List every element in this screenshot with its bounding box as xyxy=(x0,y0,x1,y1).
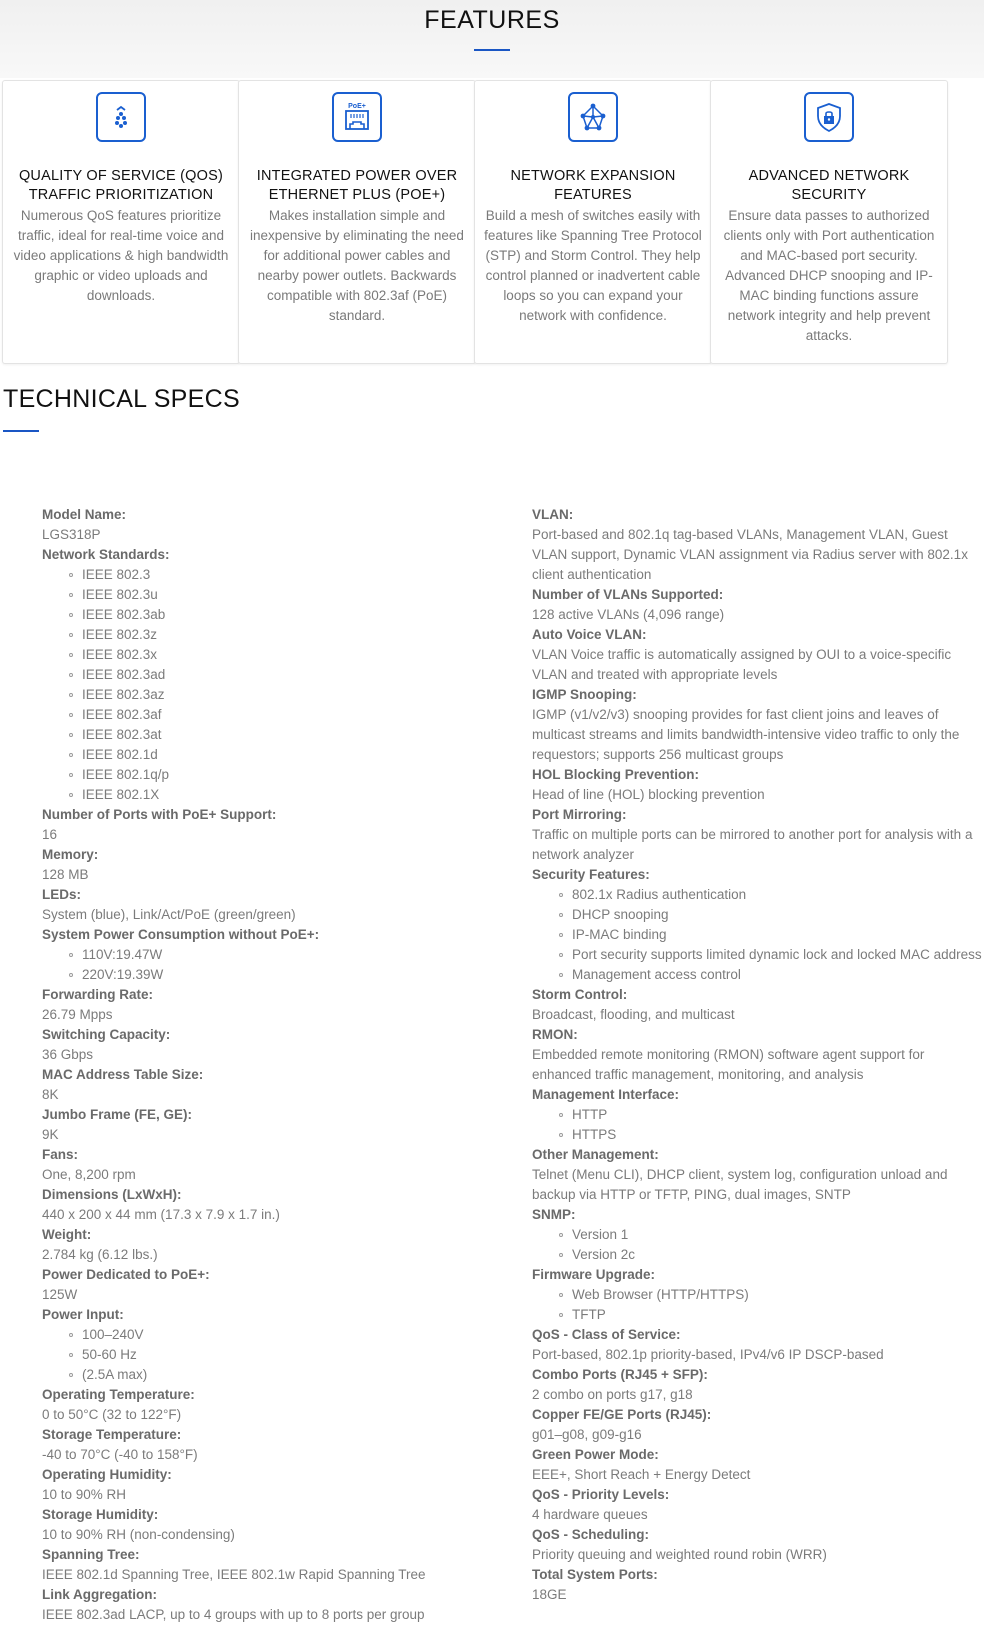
spec-label: Green Power Mode: xyxy=(532,1447,659,1462)
spec-value: VLAN Voice traffic is automatically assigned by OUI to a voice-specific VLAN and treated with appropriate levels xyxy=(532,647,952,682)
spec-storage-temperature xyxy=(42,1425,482,1465)
spec-label: Power Dedicated to PoE+: xyxy=(42,1267,210,1282)
spec-label: Management Interface: xyxy=(532,1087,680,1102)
spec-green-power-mode xyxy=(532,1445,982,1485)
spec-label: Weight: xyxy=(42,1227,92,1242)
spec-list-item: TFTP xyxy=(532,1305,982,1325)
spec-list-item: IP-MAC binding xyxy=(532,925,982,945)
spec-value: 10 to 90% RH xyxy=(42,1487,127,1502)
spec-total-system-ports xyxy=(532,1565,982,1605)
spec-label: Number of Ports with PoE+ Support: xyxy=(42,807,277,822)
spec-label: QoS - Class of Service: xyxy=(532,1327,681,1342)
spec-list-item: IEEE 802.1q/p xyxy=(42,765,482,785)
feature-card-network-expansion xyxy=(474,80,712,364)
spec-power-input xyxy=(42,1305,482,1385)
spec-label: Operating Temperature: xyxy=(42,1387,195,1402)
spec-value: IEEE 802.3ad LACP, up to 4 groups with up to 8 ports per group xyxy=(42,1607,425,1622)
spec-label: MAC Address Table Size: xyxy=(42,1067,204,1082)
spec-auto-voice-vlan xyxy=(532,625,982,685)
spec-value: 8K xyxy=(42,1087,59,1102)
spec-value: -40 to 70°C (-40 to 158°F) xyxy=(42,1447,198,1462)
spec-value: 36 Gbps xyxy=(42,1047,94,1062)
spec-label: Storage Humidity: xyxy=(42,1507,159,1522)
spec-qos-scheduling xyxy=(532,1525,982,1565)
spec-value: LGS318P xyxy=(42,527,101,542)
spec-label: Security Features: xyxy=(532,867,650,882)
spec-fans xyxy=(42,1145,482,1185)
spec-value: One, 8,200 rpm xyxy=(42,1167,136,1182)
spec-value: 4 hardware queues xyxy=(532,1507,648,1522)
network-mesh-icon xyxy=(568,92,618,142)
feature-card-title: ADVANCED NETWORK SECURITY xyxy=(748,168,910,203)
spec-list-item: IEEE 802.3x xyxy=(42,645,482,665)
spec-security-features xyxy=(532,865,982,985)
shield-lock-icon xyxy=(804,92,854,142)
feature-card-text: Makes installation simple and inexpensive by eliminating the need for additional power cables and nearby power outlets. Backwards compatible with 802.3af (PoE) standard. xyxy=(250,208,464,323)
poe-icon-label: PoE+ xyxy=(348,103,366,110)
spec-label: Combo Ports (RJ45 + SFP): xyxy=(532,1367,708,1382)
spec-list xyxy=(532,885,982,985)
spec-storm-control xyxy=(532,985,982,1025)
spec-label: LEDs: xyxy=(42,887,82,902)
specs-left-column xyxy=(42,505,482,1625)
spec-number-of-vlans-supported xyxy=(532,585,982,625)
feature-card-title: INTEGRATED POWER OVER ETHERNET PLUS (POE+) xyxy=(256,168,458,203)
spec-value: Broadcast, flooding, and multicast xyxy=(532,1007,735,1022)
spec-list xyxy=(42,1325,482,1385)
spec-list-item: Port security supports limited dynamic lock and locked MAC address xyxy=(532,945,982,965)
spec-label: Network Standards: xyxy=(42,547,170,562)
spec-dimensions-lxwxh xyxy=(42,1185,482,1225)
spec-list-item: IEEE 802.3ad xyxy=(42,665,482,685)
feature-card-title: QUALITY OF SERVICE (QOS) TRAFFIC PRIORITIZATION xyxy=(18,168,224,203)
spec-spanning-tree xyxy=(42,1545,482,1585)
spec-value: Head of line (HOL) blocking prevention xyxy=(532,787,765,802)
spec-list xyxy=(42,945,482,985)
spec-value: 26.79 Mpps xyxy=(42,1007,113,1022)
spec-list-item: 110V:19.47W xyxy=(42,945,482,965)
spec-hol-blocking-prevention xyxy=(532,765,982,805)
spec-list-item: Version 2c xyxy=(532,1245,982,1265)
spec-label: RMON: xyxy=(532,1027,578,1042)
spec-list-item: IEEE 802.1X xyxy=(42,785,482,805)
spec-list xyxy=(532,1225,982,1265)
spec-value: System (blue), Link/Act/PoE (green/green) xyxy=(42,907,296,922)
spec-qos-priority-levels xyxy=(532,1485,982,1525)
spec-value: 128 MB xyxy=(42,867,89,882)
spec-list-item: HTTP xyxy=(532,1105,982,1125)
spec-memory xyxy=(42,845,482,885)
feature-card-qos xyxy=(2,80,240,364)
spec-label: QoS - Scheduling: xyxy=(532,1527,649,1542)
spec-value: 16 xyxy=(42,827,58,842)
qos-dots-icon xyxy=(96,92,146,142)
spec-label: Switching Capacity: xyxy=(42,1027,171,1042)
spec-list-item: IEEE 802.3z xyxy=(42,625,482,645)
spec-list-item: IEEE 802.1d xyxy=(42,745,482,765)
spec-operating-humidity xyxy=(42,1465,482,1505)
spec-list-item: IEEE 802.3af xyxy=(42,705,482,725)
spec-label: Port Mirroring: xyxy=(532,807,627,822)
feature-card-title: NETWORK EXPANSION FEATURES xyxy=(510,168,676,203)
spec-label: Link Aggregation: xyxy=(42,1587,157,1602)
spec-leds xyxy=(42,885,482,925)
spec-value: 9K xyxy=(42,1127,59,1142)
spec-rmon xyxy=(532,1025,982,1085)
spec-list-item: HTTPS xyxy=(532,1125,982,1145)
spec-value: EEE+, Short Reach + Energy Detect xyxy=(532,1467,751,1482)
spec-model-name xyxy=(42,505,482,545)
spec-jumbo-frame-fe-ge xyxy=(42,1105,482,1145)
spec-list-item: 50-60 Hz xyxy=(42,1345,482,1365)
spec-label: Forwarding Rate: xyxy=(42,987,154,1002)
spec-mac-address-table-size xyxy=(42,1065,482,1105)
spec-value: Priority queuing and weighted round robin (WRR) xyxy=(532,1547,827,1562)
spec-value: Traffic on multiple ports can be mirrored to another port for analysis with a network analyzer xyxy=(532,827,973,862)
spec-list-item: 100–240V xyxy=(42,1325,482,1345)
spec-list-item: IEEE 802.3az xyxy=(42,685,482,705)
spec-snmp xyxy=(532,1205,982,1265)
spec-value: 18GE xyxy=(532,1587,567,1602)
feature-cards xyxy=(2,80,982,364)
spec-value: 2.784 kg (6.12 lbs.) xyxy=(42,1247,158,1262)
spec-igmp-snooping xyxy=(532,685,982,765)
spec-list-item: 220V:19.39W xyxy=(42,965,482,985)
spec-copper-fe-ge-ports-rj45 xyxy=(532,1405,982,1445)
spec-value: Port-based, 802.1p priority-based, IPv4/v6 IP DSCP-based xyxy=(532,1347,884,1362)
spec-value: 125W xyxy=(42,1287,78,1302)
spec-list-item: Management access control xyxy=(532,965,982,985)
feature-card-security xyxy=(710,80,948,364)
spec-management-interface xyxy=(532,1085,982,1145)
feature-card-text: Build a mesh of switches easily with features like Spanning Tree Protocol (STP) and Storm Control. They help control planned or inadvertent cable loops so you can expand your network with confidence. xyxy=(484,208,702,323)
spec-value: Telnet (Menu CLI), DHCP client, system log, configuration unload and backup via HTTP or TFTP, PING, dual images, SNTP xyxy=(532,1167,948,1202)
spec-label: Dimensions (LxWxH): xyxy=(42,1187,182,1202)
spec-label: System Power Consumption without PoE+: xyxy=(42,927,320,942)
spec-storage-humidity xyxy=(42,1505,482,1545)
spec-value: g01–g08, g09-g16 xyxy=(532,1427,642,1442)
spec-operating-temperature xyxy=(42,1385,482,1425)
feature-card-poe xyxy=(238,80,476,364)
poe-port-icon xyxy=(332,92,382,142)
spec-switching-capacity xyxy=(42,1025,482,1065)
spec-list-item: Web Browser (HTTP/HTTPS) xyxy=(532,1285,982,1305)
features-title: FEATURES xyxy=(424,6,560,34)
features-title-underline xyxy=(474,49,510,51)
specs-right-column xyxy=(532,505,982,1605)
spec-value: 440 x 200 x 44 mm (17.3 x 7.9 x 1.7 in.) xyxy=(42,1207,280,1222)
spec-label: Jumbo Frame (FE, GE): xyxy=(42,1107,193,1122)
spec-value: IEEE 802.1d Spanning Tree, IEEE 802.1w Rapid Spanning Tree xyxy=(42,1567,426,1582)
spec-label: Memory: xyxy=(42,847,99,862)
spec-list-item: IEEE 802.3u xyxy=(42,585,482,605)
spec-qos-class-of-service xyxy=(532,1325,982,1365)
spec-label: Storm Control: xyxy=(532,987,628,1002)
spec-label: Firmware Upgrade: xyxy=(532,1267,656,1282)
spec-label: Storage Temperature: xyxy=(42,1427,182,1442)
spec-list-item: Version 1 xyxy=(532,1225,982,1245)
spec-value: 10 to 90% RH (non-condensing) xyxy=(42,1527,235,1542)
spec-list-item: DHCP snooping xyxy=(532,905,982,925)
spec-power-dedicated-to-poe xyxy=(42,1265,482,1305)
feature-card-text: Ensure data passes to authorized clients only with Port authentication and MAC-based port security. Advanced DHCP snooping and IP-MAC binding functions assure network integrity and help prevent attacks. xyxy=(723,208,935,343)
spec-list-item: 802.1x Radius authentication xyxy=(532,885,982,905)
spec-forwarding-rate xyxy=(42,985,482,1025)
spec-value: Port-based and 802.1q tag-based VLANs, Management VLAN, Guest VLAN support, Dynamic VLAN assignment via Radius server with 802.1x client authentication xyxy=(532,527,968,582)
spec-label: Copper FE/GE Ports (RJ45): xyxy=(532,1407,712,1422)
spec-label: Auto Voice VLAN: xyxy=(532,627,647,642)
spec-label: SNMP: xyxy=(532,1207,576,1222)
spec-list-item: IEEE 802.3ab xyxy=(42,605,482,625)
spec-value: 128 active VLANs (4,096 range) xyxy=(532,607,725,622)
spec-list-item: (2.5A max) xyxy=(42,1365,482,1385)
spec-list xyxy=(532,1285,982,1325)
spec-port-mirroring xyxy=(532,805,982,865)
spec-label: IGMP Snooping: xyxy=(532,687,637,702)
spec-label: VLAN: xyxy=(532,507,574,522)
spec-weight xyxy=(42,1225,482,1265)
spec-label: Number of VLANs Supported: xyxy=(532,587,724,602)
spec-value: 2 combo on ports g17, g18 xyxy=(532,1387,693,1402)
spec-label: HOL Blocking Prevention: xyxy=(532,767,700,782)
spec-link-aggregation xyxy=(42,1585,482,1625)
spec-list xyxy=(42,565,482,805)
spec-label: Model Name: xyxy=(42,507,127,522)
spec-value: IGMP (v1/v2/v3) snooping provides for fast client joins and leaves of multicast streams and limits bandwidth-intensive video traffic to only the requestors; supports 256 multicast groups xyxy=(532,707,960,762)
spec-label: QoS - Priority Levels: xyxy=(532,1487,670,1502)
spec-list xyxy=(532,1105,982,1145)
spec-label: Operating Humidity: xyxy=(42,1467,172,1482)
spec-vlan xyxy=(532,505,982,585)
spec-label: Fans: xyxy=(42,1147,79,1162)
spec-network-standards xyxy=(42,545,482,805)
features-header xyxy=(0,0,984,78)
spec-label: Power Input: xyxy=(42,1307,124,1322)
spec-list-item: IEEE 802.3 xyxy=(42,565,482,585)
spec-list-item: IEEE 802.3at xyxy=(42,725,482,745)
tech-specs-title: TECHNICAL SPECS xyxy=(3,385,240,413)
tech-specs-underline xyxy=(3,430,39,432)
spec-label: Other Management: xyxy=(532,1147,659,1162)
spec-label: Spanning Tree: xyxy=(42,1547,140,1562)
spec-system-power-consumption-without-poe xyxy=(42,925,482,985)
feature-card-text: Numerous QoS features prioritize traffic, ideal for real-time voice and video applications & high bandwidth graphic or video uploads and downloads. xyxy=(13,208,229,303)
spec-firmware-upgrade xyxy=(532,1265,982,1325)
spec-value: Embedded remote monitoring (RMON) software agent support for enhanced traffic management, monitoring, and analysis xyxy=(532,1047,925,1082)
spec-number-of-ports-with-poe-support xyxy=(42,805,482,845)
spec-label: Total System Ports: xyxy=(532,1567,658,1582)
spec-combo-ports-rj45-sfp xyxy=(532,1365,982,1405)
spec-value: 0 to 50°C (32 to 122°F) xyxy=(42,1407,182,1422)
spec-other-management xyxy=(532,1145,982,1205)
